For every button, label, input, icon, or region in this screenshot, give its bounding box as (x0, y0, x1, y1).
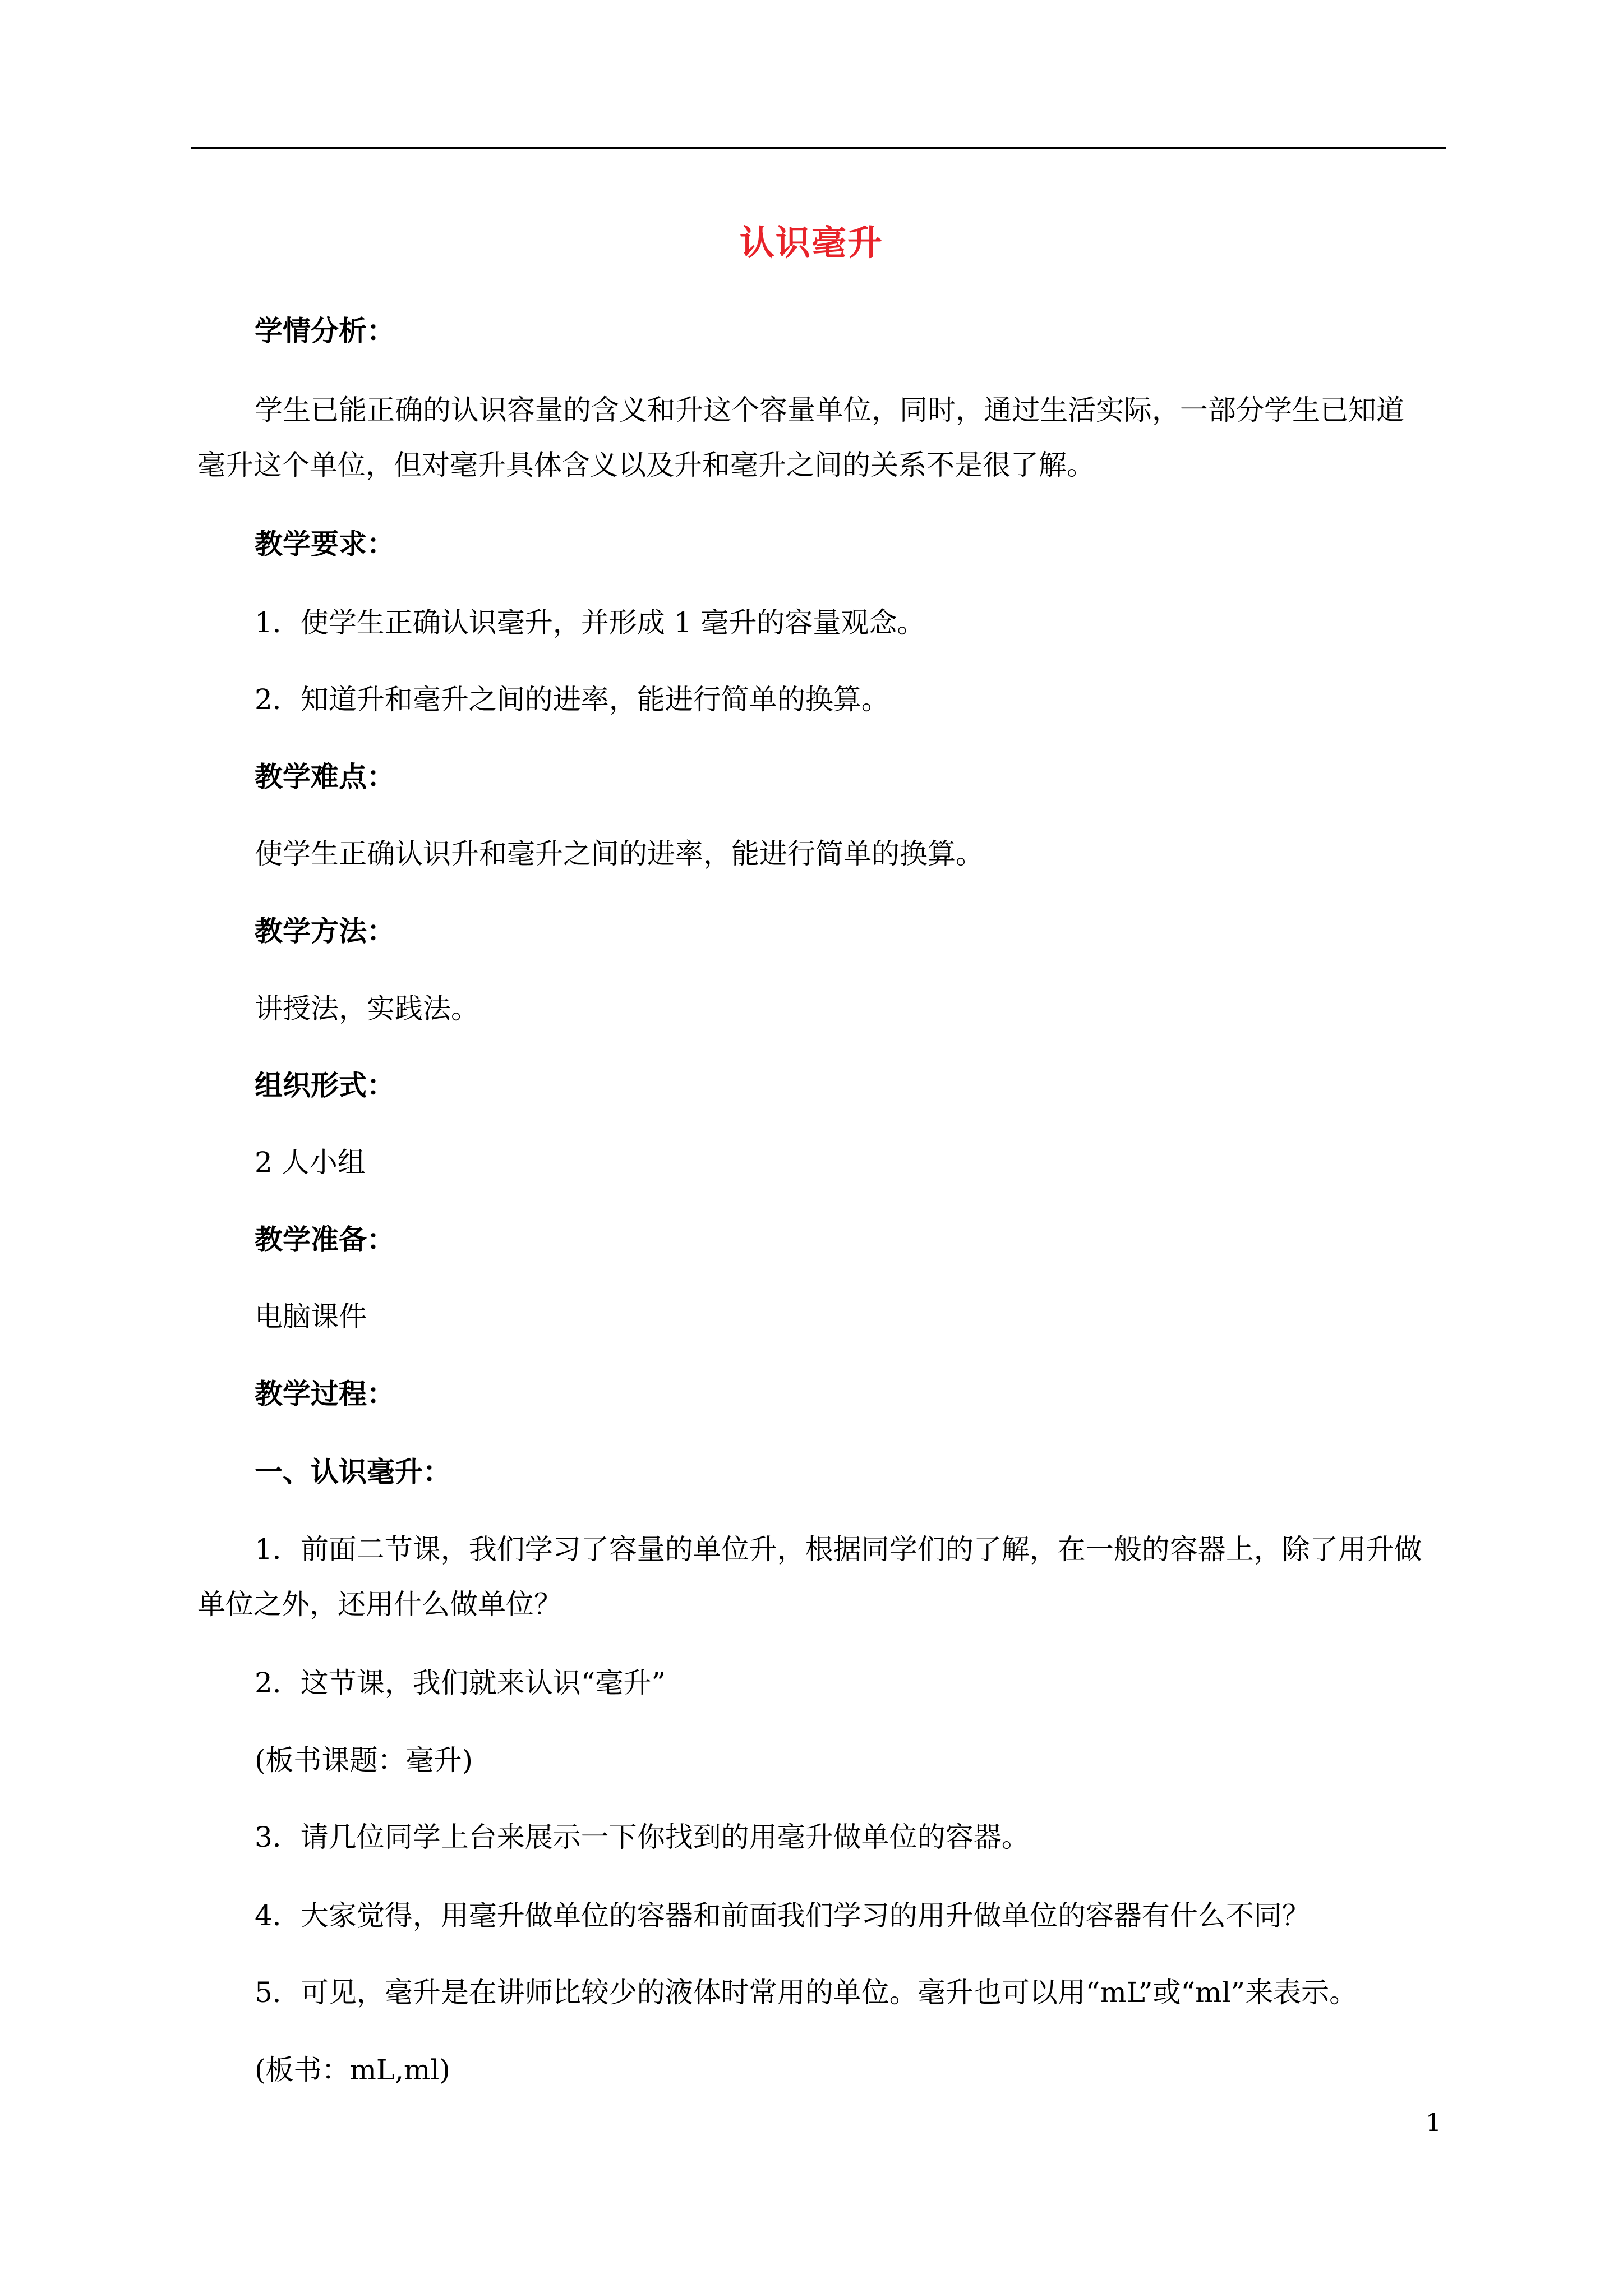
analysis-paragraph-line-1: 学生已能正确的认识容量的含义和升这个容量单位，同时，通过生活实际，一部分学生已知道 (255, 394, 1404, 426)
document-title: 认识毫升 (739, 222, 883, 263)
step1-line-1: 1．前面二节课，我们学习了容量的单位升，根据同学们的了解，在一般的容器上，除了用升做 (255, 1533, 1422, 1566)
method-text: 讲授法，实践法。 (255, 992, 479, 1025)
analysis-heading: 学情分析： (255, 314, 395, 347)
header-rule (191, 147, 1446, 149)
organization-heading: 组织形式： (255, 1069, 395, 1102)
preparation-heading: 教学准备： (255, 1223, 395, 1256)
preparation-text: 电脑课件 (255, 1300, 367, 1333)
step4-text: 4．大家觉得，用毫升做单位的容器和前面我们学习的用升做单位的容器有什么不同？ (255, 1899, 1310, 1932)
board-note-2: (板书：mL,ml) (255, 2054, 450, 2086)
method-heading: 教学方法： (255, 914, 395, 947)
part1-heading: 一、认识毫升： (255, 1455, 451, 1488)
organization-text: 2 人小组 (255, 1146, 366, 1179)
step2-text: 2．这节课，我们就来认识“毫升” (255, 1667, 666, 1699)
requirement-item-2: 2．知道升和毫升之间的进率，能进行简单的换算。 (255, 683, 889, 716)
requirements-heading: 教学要求： (255, 527, 395, 560)
analysis-paragraph-line-2: 毫升这个单位，但对毫升具体含义以及升和毫升之间的关系不是很了解。 (197, 449, 1095, 481)
step3-text: 3．请几位同学上台来展示一下你找到的用毫升做单位的容器。 (255, 1821, 1030, 1853)
process-heading: 教学过程： (255, 1377, 395, 1410)
step5-text: 5．可见，毫升是在讲师比较少的液体时常用的单位。毫升也可以用“mL”或“ml”来表示。 (255, 1976, 1358, 2009)
board-note-1: (板书课题：毫升) (255, 1744, 473, 1777)
difficulty-heading: 教学难点： (255, 760, 395, 793)
difficulty-text: 使学生正确认识升和毫升之间的进率，能进行简单的换算。 (255, 838, 984, 870)
step1-line-2: 单位之外，还用什么做单位？ (197, 1588, 562, 1621)
page-number: 1 (1426, 2109, 1441, 2137)
requirement-item-1: 1．使学生正确认识毫升，并形成 1 毫升的容量观念。 (255, 606, 925, 639)
